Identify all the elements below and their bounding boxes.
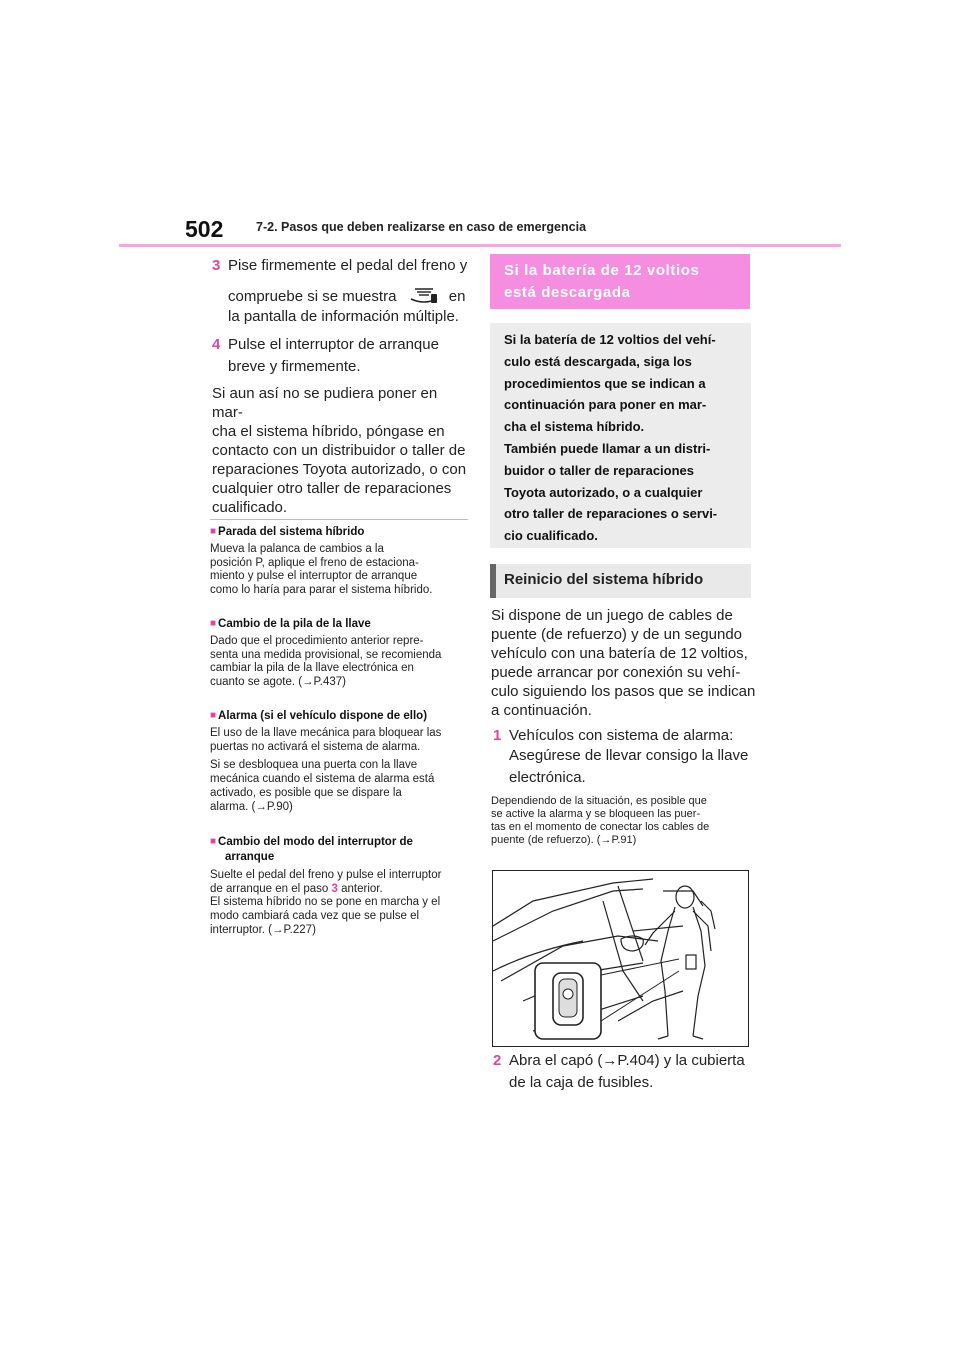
info-line: procedimientos que se indican a	[504, 375, 706, 391]
step-number: 1	[493, 727, 502, 744]
note-title	[210, 708, 472, 724]
step-text: en	[448, 288, 466, 305]
info-line: Si la batería de 12 voltios del vehí-	[504, 332, 716, 347]
heading-accent-bar	[490, 564, 496, 598]
note-line: interruptor. (→P.227)	[210, 923, 316, 936]
note-line: posición P, aplique el freno de estaciona-	[210, 556, 419, 569]
info-line: cio cualificado.	[504, 528, 598, 544]
note-line: activado, es posible que se dispare la	[210, 786, 402, 799]
step-text: compruebe si se muestra	[228, 288, 397, 305]
note-line: modo cambiará cada vez que se pulse el	[210, 910, 420, 923]
note-body	[210, 543, 472, 598]
reboot-intro	[491, 606, 761, 720]
paragraph-line: vehículo con una batería de 12 voltios,	[491, 645, 748, 662]
step-3-line3: la pantalla de información múltiple.	[228, 308, 459, 325]
note-title	[210, 616, 472, 632]
info-line: cha el sistema híbrido.	[504, 419, 645, 435]
note-body	[210, 869, 472, 938]
note-title-text: Cambio de la pila de la llave	[218, 618, 371, 630]
note-line: alarma. (→P.90)	[210, 800, 293, 813]
step-text: Pulse el interruptor de arranque	[228, 336, 439, 353]
alarm-caution-note	[491, 795, 761, 847]
note-text: de arranque en el paso	[210, 882, 329, 895]
heading-line: Si la batería de 12 voltios	[504, 262, 700, 279]
note-line: se active la alarma y se bloqueen las puer-	[491, 808, 701, 820]
note-line: cuanto se agote. (→P.437)	[210, 676, 346, 689]
note-line: Si se desbloquea una puerta con la llave	[210, 759, 418, 772]
note-line: El uso de la llave mecánica para bloquear las	[210, 727, 442, 739]
note-title	[210, 834, 472, 850]
step-2-line2: de la caja de fusibles.	[509, 1074, 654, 1091]
note-text: anterior.	[341, 882, 383, 895]
car-door-illustration	[493, 871, 748, 1046]
square-bullet-icon: ■	[210, 836, 217, 847]
info-line: otro taller de reparaciones o servi-	[504, 506, 718, 522]
fallback-paragraph	[212, 384, 472, 517]
paragraph-line: Si aun así no se pudiera poner en mar-	[212, 385, 438, 421]
note-line: Mueva la palanca de cambios a la	[210, 543, 384, 555]
note-line: mecánica cuando el sistema de alarma está	[210, 773, 435, 786]
step-text: Pise firmemente el pedal del freno y	[228, 257, 468, 274]
step-3-line2	[228, 285, 465, 308]
step-2	[493, 1050, 745, 1072]
note-line: senta una medida provisional, se recomienda	[210, 648, 442, 661]
note-line: miento y pulse el interruptor de arranque	[210, 570, 418, 583]
square-bullet-icon: ■	[210, 710, 217, 721]
note-line: cambiar la pila de la llave electrónica en	[210, 662, 414, 675]
square-bullet-icon: ■	[210, 526, 217, 537]
notes-divider	[210, 519, 468, 520]
paragraph-line: a continuación.	[491, 702, 592, 719]
paragraph-line: contacto con un distribuidor o taller de	[212, 442, 466, 459]
info-line: También puede llamar a un distri-	[504, 440, 711, 456]
paragraph-line: puente (de refuerzo) y de un segundo	[491, 626, 743, 643]
heading-text: Reinicio del sistema híbrido	[504, 571, 704, 588]
note-line: Dependiendo de la situación, es posible que	[491, 795, 707, 807]
header-divider	[119, 244, 841, 247]
note-body	[210, 635, 472, 690]
note-title-cont: arranque	[225, 851, 275, 863]
note-alarm	[210, 708, 472, 814]
note-line: Dado que el procedimiento anterior repre-	[210, 635, 424, 647]
step-number: 3	[212, 257, 221, 274]
reboot-section-heading	[490, 564, 751, 598]
note-line: tas en el momento de conectar los cables de	[491, 821, 710, 833]
note-line: puente (de refuerzo). (→P.91)	[491, 834, 637, 846]
note-line	[210, 883, 472, 897]
step-text: Vehículos con sistema de alarma:	[509, 727, 734, 744]
info-line: Toyota autorizado, o a cualquier	[504, 484, 703, 500]
paragraph-line: cualquier otro taller de reparaciones	[212, 480, 452, 497]
paragraph-line: culo siguiendo los pasos que se indican	[491, 683, 756, 700]
step-number: 4	[212, 336, 221, 353]
info-line: continuación para poner en mar-	[504, 397, 707, 413]
step-3	[212, 255, 467, 277]
note-line: puertas no activará el sistema de alarma.	[210, 740, 421, 753]
paragraph-line: puede arrancar por conexión su vehí-	[491, 664, 741, 681]
step-ref: 3	[331, 882, 338, 895]
note-body	[210, 759, 472, 814]
paragraph-line: cha el sistema híbrido, póngase en	[212, 423, 445, 440]
note-body	[210, 727, 472, 754]
note-line: como lo haría para parar el sistema híbrido.	[210, 584, 433, 597]
note-title-text: Parada del sistema híbrido	[218, 526, 365, 538]
ready-indicator-icon	[407, 285, 441, 305]
page-number: 502	[185, 216, 224, 242]
heading-line: está descargada	[504, 284, 631, 301]
paragraph-line: reparaciones Toyota autorizado, o con	[212, 461, 467, 478]
note-battery	[210, 616, 472, 690]
note-title	[210, 524, 472, 540]
step-1	[493, 725, 733, 747]
note-mode	[210, 834, 472, 938]
battery-section-heading	[490, 254, 750, 309]
note-title-text: Alarma (si el vehículo dispone de ello)	[218, 710, 428, 722]
square-bullet-icon: ■	[210, 618, 217, 629]
step-text: Abra el capó (→P.404) y la cubierta	[509, 1052, 745, 1069]
step-number: 2	[493, 1052, 502, 1069]
note-title-text: Cambio del modo del interruptor de	[218, 836, 413, 848]
info-line: buidor o taller de reparaciones	[504, 462, 694, 478]
battery-info-box	[490, 323, 751, 548]
note-stop	[210, 524, 472, 598]
step-1-line3: electrónica.	[509, 769, 586, 786]
note-line: El sistema híbrido no se pone en marcha y el	[210, 896, 441, 909]
illustration-person-with-key	[492, 870, 749, 1047]
step-4-line2: breve y firmemente.	[228, 358, 361, 375]
step-1-line2: Asegúrese de llevar consigo la llave	[509, 747, 749, 764]
paragraph-line: Si dispone de un juego de cables de	[491, 607, 733, 624]
note-line: Suelte el pedal del freno y pulse el interruptor	[210, 869, 442, 881]
section-title: 7-2. Pasos que deben realizarse en caso de emergencia	[256, 220, 587, 234]
paragraph-line: cualificado.	[212, 499, 288, 516]
step-4	[212, 334, 439, 356]
info-line: culo está descargada, siga los	[504, 353, 692, 369]
